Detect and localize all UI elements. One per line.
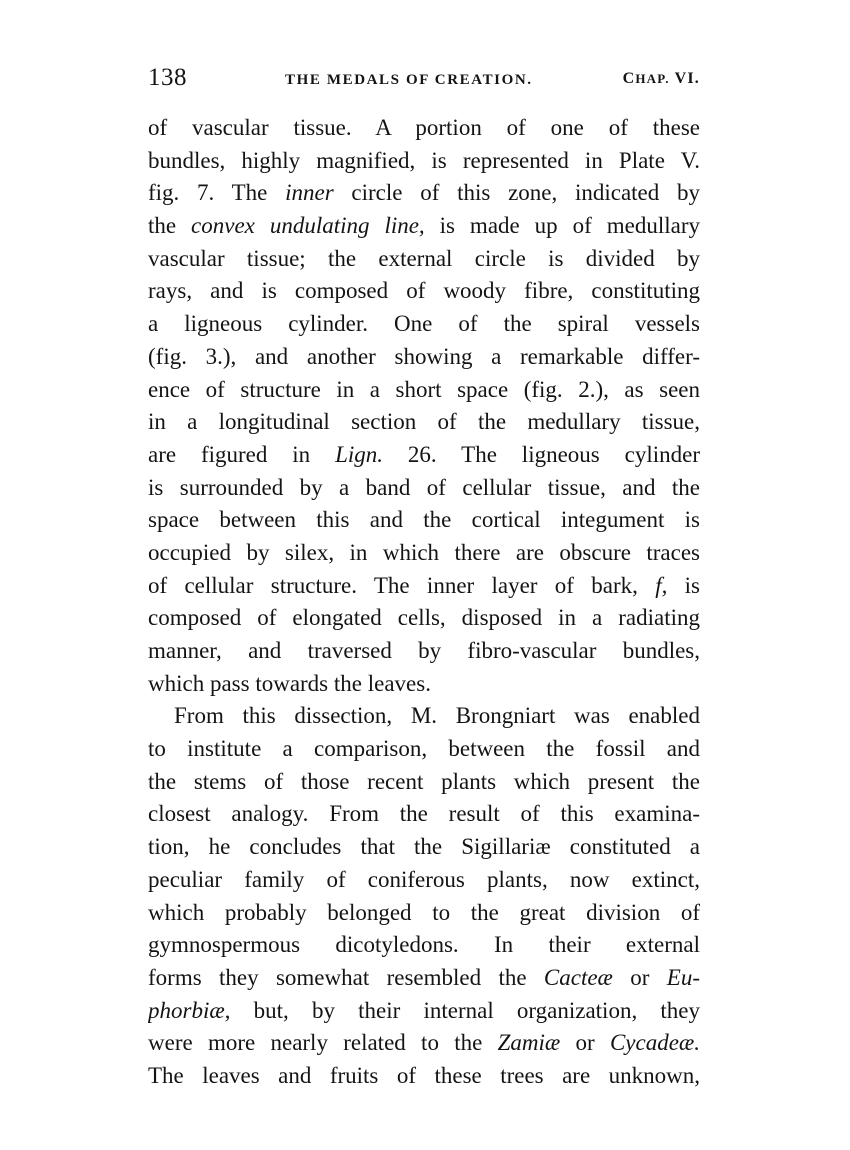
- text-run: ence of structure in a short space (fig. 2.), as seen: [148, 376, 700, 402]
- text-line: [148, 1060, 700, 1093]
- text-run: which pass towards the leaves.: [148, 670, 431, 696]
- text-line: [148, 406, 700, 439]
- text-line: [148, 700, 700, 733]
- text-line: [148, 929, 700, 962]
- text-line: [148, 766, 700, 799]
- text-line: [148, 472, 700, 505]
- text-run: fig. 7. The: [148, 180, 286, 206]
- text-line: [148, 145, 700, 178]
- italic-text: Lign.: [335, 441, 384, 467]
- text-run: is made up of medullary: [424, 213, 700, 239]
- chapter-prefix: C: [622, 70, 636, 87]
- text-run: space between this and the cortical integument is: [148, 507, 700, 533]
- text-run: forms they somewhat resembled the: [148, 964, 544, 990]
- text-line: [148, 864, 700, 897]
- text-line: [148, 537, 700, 570]
- text-line: [148, 275, 700, 308]
- text-run: bundles, highly magnified, is represented in Plate V.: [148, 147, 700, 173]
- text-line: [148, 995, 700, 1028]
- text-line: [148, 210, 700, 243]
- text-run: closest analogy. From the result of this examina-: [148, 801, 700, 827]
- text-line: [148, 668, 700, 701]
- italic-text: inner: [285, 180, 334, 206]
- text-line: [148, 112, 700, 145]
- body-text: [148, 112, 700, 1093]
- text-run: occupied by silex, in which there are obscure traces: [148, 539, 700, 565]
- chapter-numeral: VI.: [674, 70, 700, 87]
- text-run: composed of elongated cells, disposed in a radiating: [148, 605, 700, 631]
- italic-text: Eu-: [666, 964, 700, 990]
- italic-text: f,: [655, 572, 668, 598]
- text-line: [148, 897, 700, 930]
- text-line: [148, 1027, 700, 1060]
- text-run: manner, and traversed by fibro-vascular bundles,: [148, 638, 700, 663]
- text-run: of cellular structure. The inner layer of bark,: [148, 572, 656, 598]
- text-run: a ligneous cylinder. One of the spiral vessels: [148, 311, 700, 337]
- text-line: [148, 504, 700, 537]
- running-title: THE MEDALS OF CREATION.: [285, 72, 533, 88]
- text-run: circle of this zone, indicated by: [333, 180, 700, 206]
- text-line: [148, 308, 700, 341]
- text-run: is surrounded by a band of cellular tissue, and the: [148, 474, 700, 500]
- italic-text: convex undulating line,: [191, 213, 425, 239]
- text-line: [148, 374, 700, 407]
- text-run: are figured in: [148, 441, 336, 467]
- text-run: gymnospermous dicotyledons. In their external: [148, 932, 700, 958]
- book-page: [148, 64, 700, 1093]
- italic-text: Cacteæ: [543, 964, 613, 990]
- paragraph: [148, 700, 700, 1092]
- text-run: the: [148, 213, 192, 239]
- text-run: which probably belonged to the great division of: [148, 899, 700, 925]
- text-run: (fig. 3.), and another showing a remarkable differ-: [148, 343, 700, 369]
- text-line: [148, 243, 700, 276]
- italic-text: phorbiæ,: [148, 997, 231, 1023]
- text-run: of vascular tissue. A portion of one of these: [148, 115, 700, 140]
- text-run: The leaves and fruits of these trees are unknown,: [148, 1062, 700, 1088]
- italic-text: Cycadeæ.: [609, 1030, 700, 1056]
- text-line: [148, 177, 700, 210]
- text-line: [148, 341, 700, 374]
- text-run: but, by their internal organization, they: [230, 997, 700, 1023]
- chapter-label: [623, 70, 700, 88]
- text-line: [148, 635, 700, 668]
- text-line: [148, 733, 700, 766]
- text-line: [148, 439, 700, 472]
- text-run: the stems of those recent plants which present the: [148, 768, 700, 794]
- text-run: is: [667, 572, 700, 598]
- text-line: [148, 602, 700, 635]
- chapter-smallcaps: HAP.: [635, 71, 670, 86]
- text-run: or: [612, 964, 667, 990]
- text-run: or: [560, 1030, 610, 1056]
- text-run: rays, and is composed of woody fibre, constituting: [148, 278, 700, 304]
- text-line: [148, 962, 700, 995]
- text-run: vascular tissue; the external circle is divided by: [148, 245, 700, 271]
- text-run: tion, he concludes that the Sigillariæ constituted a: [148, 834, 700, 860]
- text-run: From this dissection, M. Brongniart was enabled: [174, 703, 700, 729]
- text-run: were more nearly related to the: [148, 1030, 498, 1056]
- page-header: [148, 64, 700, 100]
- text-run: in a longitudinal section of the medullary tissue,: [148, 409, 700, 435]
- text-line: [148, 831, 700, 864]
- page-number: 138: [148, 64, 187, 91]
- text-run: 26. The ligneous cylinder: [383, 441, 700, 467]
- text-line: [148, 570, 700, 603]
- text-line: [148, 798, 700, 831]
- text-run: peculiar family of coniferous plants, now extinct,: [148, 866, 700, 892]
- italic-text: Zamiæ: [497, 1030, 561, 1056]
- paragraph: [148, 112, 700, 700]
- text-run: to institute a comparison, between the fossil and: [148, 736, 700, 762]
